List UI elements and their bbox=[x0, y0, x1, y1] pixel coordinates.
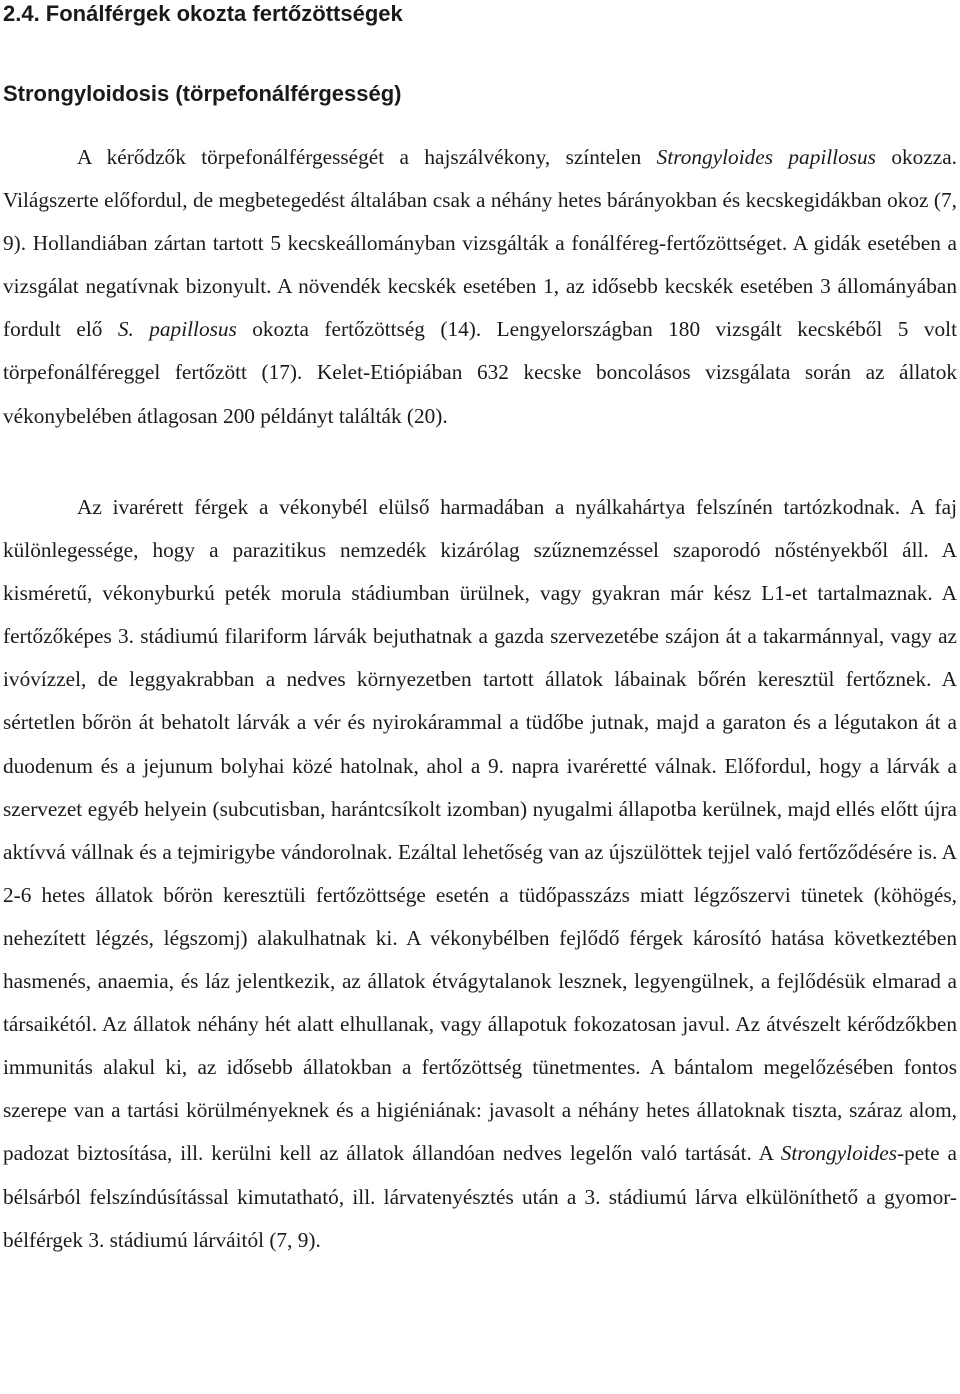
section-subtitle: Strongyloidosis (törpefonálférgesség) bbox=[3, 81, 402, 106]
text-segment: Az ivarérett férgek a vékonybél elülső harmadában a nyálkahártya felszínén tartózkodnak. A faj különlegessége, hogy a parazitikus nemzedék kizárólag szűznemzéssel szaporodó nőstényekből áll. A kisméretű, vékonyburkú peték morula stádiumban ürülnek, vagy gyakran már kész L1-et tartalmaznak. A fertőzőképes 3. stádiumú filariform lárvák bejuthatnak a gazda szervezetébe szájon át a takarmánnyal, vagy az ivóvízzel, de leggyakrabban a nedves környezetben tartott állatok lábainak bőrén keresztül fertőznek. A sértetlen bőrön át behatolt lárvák a vér és nyirokárammal a tüdőbe jutnak, majd a garaton és a légutakon át a duodenum és a jejunum bolyhai közé hatolnak, ahol a 9. napra ivaréretté válnak. Előfordul, hogy a lárvák a szervezet egyéb helyein (subcutisban, harántcsíkolt izomban) nyugalmi állapotba kerülnek, majd ellés előtt újra aktívvá vállnak és a tejmirigybe vándorolnak. Ezáltal lehetőség van az újszülöttek tejjel való fertőződésére is. A 2-6 hetes állatok bőrön keresztüli fertőzöttsége esetén a tüdőpasszázs miatt légzőszervi tünetek (köhögés, nehezített légzés, légszomj) alakulhatnak ki. A vékonybélben fejlődő férgek károsító hatása következtében hasmenés, anaemia, és láz jelentkezik, az állatok étvágytalanok lesznek, legyengülnek, a fejlődésük elmarad a társaikétól. Az állatok néhány hét alatt elhullanak, vagy állapotuk fokozatosan javul. Az átvészelt kérődzőkben immunitás alakul ki, az idősebb állatokban a fertőzöttség tünetmentes. A bántalom megelőzésében fontos szerepe van a tartási körülményeknek és a higiéniának: javasolt a néhány hetes állatoknak tiszta, száraz alom, padozat biztosítása, ill. kerülni kell az állatok állandóan nedves legelőn való tartását. A bbox=[3, 495, 957, 1166]
species-name-italic: Strongyloides papillosus bbox=[656, 145, 876, 169]
text-segment: -pete a bélsárból felszíndúsítással kimutatható, ill. lárvatenyésztés után a 3. stádiumú lárva elkülöníthető a gyomor-bélférgek 3. stádiumú lárváitól (7, 9). bbox=[3, 1141, 957, 1252]
text-segment: A kérődzők törpefonálférgességét a hajszálvékony, színtelen bbox=[77, 145, 657, 169]
paragraph-intro bbox=[3, 136, 957, 438]
paragraph-lifecycle bbox=[3, 486, 957, 1262]
document-page bbox=[3, 0, 958, 1252]
text-segment: okozza. Világszerte előfordul, de megbetegedést általában csak a néhány hetes bárányokban és kecskegidákban okoz (7, 9). Hollandiában zártan tartott 5 kecskeállományban vizsgálták a fonálféreg-fertőzöttséget. A gidák esetében a vizsgálat negatívnak bizonyult. A növendék kecskék esetében 1, az idősebb kecskék esetében 3 állományában fordult elő bbox=[3, 145, 958, 342]
text-segment: okozta fertőzöttség (14). Lengyelországban 180 vizsgált kecskéből 5 volt törpefonálféreggel fertőzött (17). Kelet-Etiópiában 632 kecske boncolásos vizsgálata során az állatok vékonybelében átlagosan 200 példányt találták (20). bbox=[3, 317, 957, 428]
section-title: 2.4. Fonálférgek okozta fertőzöttségek bbox=[3, 1, 403, 26]
genus-name-italic: Strongyloides bbox=[780, 1141, 898, 1166]
species-name-italic: S. papillosus bbox=[117, 317, 237, 342]
